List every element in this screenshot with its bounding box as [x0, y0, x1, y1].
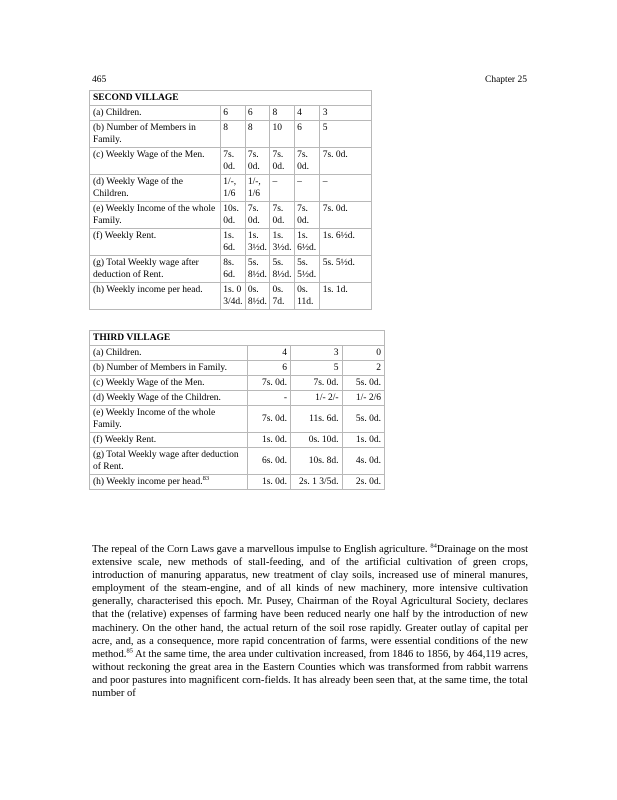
table-cell: 7s. 0d.: [295, 148, 320, 175]
table-cell: 5: [319, 121, 371, 148]
row-label-text: (h) Weekly income per head.: [93, 477, 203, 487]
table-cell: 10: [270, 121, 295, 148]
row-label: (a) Children.: [90, 346, 248, 361]
table-cell: 1s. 6½d.: [319, 229, 371, 256]
table-cell: 1s. 0 3/4d.: [221, 283, 246, 310]
page-number: 465: [92, 75, 107, 85]
table-cell: 10s. 0d.: [221, 202, 246, 229]
table-row: [90, 121, 372, 148]
row-label: (g) Total Weekly wage after deduction of Rent.: [90, 448, 248, 475]
row-label: (c) Weekly Wage of the Men.: [90, 376, 248, 391]
second-village-table: [89, 90, 372, 310]
table-cell: -: [247, 391, 290, 406]
table-cell: 0s. 8½d.: [245, 283, 270, 310]
table-cell: 1s. 3½d.: [270, 229, 295, 256]
table-cell: 6: [295, 121, 320, 148]
table-cell: 4s. 0d.: [342, 448, 384, 475]
table-title: THIRD VILLAGE: [90, 331, 385, 346]
table-cell: –: [295, 175, 320, 202]
table-cell: 7s. 0d.: [247, 376, 290, 391]
table-title: SECOND VILLAGE: [90, 91, 372, 106]
table-cell: 7s. 0d.: [291, 376, 343, 391]
paragraph-text: Drainage on the most extensive scale, new methods of stall-feeding, and of the artificial cultivation of green crops, introduction of manuring apparatus, new treatment of clay soils, increased use of mineral manures, employment of the steam-engine, and of all kinds of new machinery, more intensive cultivation generally, characterised this epoch. Mr. Pusey, Chairman of the Royal Agricultural Society, declares that the (relative) expenses of farming have been reduced nearly one half by the introduction of new machinery. On the other hand, the actual return of the soil rose rapidly. Greater outlay of capital per acre, and, as a consequence, more rapid concentration of farms, were essential conditions of the new method.: [92, 544, 529, 660]
row-label: (d) Weekly Wage of the Children.: [90, 175, 221, 202]
table-row: [90, 406, 385, 433]
table-cell: 7s. 0d.: [245, 202, 270, 229]
table-cell: 11s. 6d.: [291, 406, 343, 433]
table-cell: 8: [245, 121, 270, 148]
table-row: [90, 433, 385, 448]
row-label: (b) Number of Members in Family.: [90, 121, 221, 148]
row-label: (b) Number of Members in Family.: [90, 361, 248, 376]
table-cell: 2: [342, 361, 384, 376]
table-row: [90, 229, 372, 256]
table-cell: 2s. 1 3/5d.: [291, 475, 343, 490]
table-cell: 6s. 0d.: [247, 448, 290, 475]
table-cell: 1s. 0d.: [247, 433, 290, 448]
body-paragraph: [92, 543, 528, 700]
table-cell: 6: [245, 106, 270, 121]
table-row: [90, 475, 385, 490]
table-cell: 3: [319, 106, 371, 121]
third-village-table: [89, 330, 385, 490]
table-cell: 6: [221, 106, 246, 121]
paragraph-text: At the same time, the area under cultivation increased, from 1846 to 1856, by 464,119 acres, without reckoning the great area in the Eastern Counties which was transformed from rabbit warrens and poor pastures into magnificent corn-fields. It has already been seen that, at the same time, the total number of: [92, 648, 528, 700]
row-label: (e) Weekly Income of the whole Family.: [90, 202, 221, 229]
table-cell: –: [319, 175, 371, 202]
table-cell: 2s. 0d.: [342, 475, 384, 490]
table-cell: 1s. 1d.: [319, 283, 371, 310]
row-label: (h) Weekly income per head.: [90, 283, 221, 310]
table-cell: 5s. 0d.: [342, 406, 384, 433]
paragraph-text: The repeal of the Corn Laws gave a marvellous impulse to English agriculture.: [92, 544, 428, 555]
table-row: [90, 202, 372, 229]
table-row: [90, 448, 385, 475]
footnote-ref: 83: [202, 474, 210, 482]
table-cell: 0s. 11d.: [295, 283, 320, 310]
table-cell: 1s. 0d.: [247, 475, 290, 490]
table-cell: 1/-, 1/6: [221, 175, 246, 202]
table-cell: 7s. 0d.: [245, 148, 270, 175]
table-cell: 1/-, 1/6: [245, 175, 270, 202]
table-cell: 7s. 0d.: [247, 406, 290, 433]
table-cell: 5s. 8½d.: [270, 256, 295, 283]
footnote-ref: 84: [430, 542, 437, 550]
table-cell: 7s. 0d.: [295, 202, 320, 229]
table-cell: 5s. 5½d.: [319, 256, 371, 283]
table-row: [90, 175, 372, 202]
row-label: (e) Weekly Income of the whole Family.: [90, 406, 248, 433]
table-cell: 8: [221, 121, 246, 148]
table-cell: 4: [247, 346, 290, 361]
table-cell: 1/- 2/-: [291, 391, 343, 406]
table-cell: 1s. 0d.: [342, 433, 384, 448]
table-cell: 0s. 7d.: [270, 283, 295, 310]
table-cell: 7s. 0d.: [270, 148, 295, 175]
chapter-header: Chapter 25: [485, 75, 527, 85]
row-label: (a) Children.: [90, 106, 221, 121]
row-label: [90, 475, 248, 490]
row-label: (c) Weekly Wage of the Men.: [90, 148, 221, 175]
table-row: [90, 346, 385, 361]
table-cell: 7s. 0d.: [319, 202, 371, 229]
table-cell: 0: [342, 346, 384, 361]
table-cell: 4: [295, 106, 320, 121]
table-cell: 8: [270, 106, 295, 121]
table-cell: 0s. 10d.: [291, 433, 343, 448]
footnote-ref: 85: [126, 647, 133, 655]
table-cell: –: [270, 175, 295, 202]
row-label: (g) Total Weekly wage after deduction of Rent.: [90, 256, 221, 283]
table-cell: 1s. 6½d.: [295, 229, 320, 256]
table-cell: 1s. 6d.: [221, 229, 246, 256]
table-cell: 5: [291, 361, 343, 376]
table-cell: 5s. 8½d.: [245, 256, 270, 283]
row-label: (d) Weekly Wage of the Children.: [90, 391, 248, 406]
table-cell: 8s. 6d.: [221, 256, 246, 283]
table-row: [90, 256, 372, 283]
table-row: [90, 148, 372, 175]
table-cell: 5s. 0d.: [342, 376, 384, 391]
row-label: (f) Weekly Rent.: [90, 229, 221, 256]
table-cell: 7s. 0d.: [270, 202, 295, 229]
table-row: [90, 283, 372, 310]
table-cell: 10s. 8d.: [291, 448, 343, 475]
table-row: [90, 391, 385, 406]
table-row: [90, 106, 372, 121]
table-cell: 1s. 3½d.: [245, 229, 270, 256]
table-cell: 7s. 0d.: [221, 148, 246, 175]
table-row: [90, 376, 385, 391]
table-cell: 6: [247, 361, 290, 376]
table-row: [90, 361, 385, 376]
table-cell: 5s. 5½d.: [295, 256, 320, 283]
table-cell: 7s. 0d.: [319, 148, 371, 175]
row-label: (f) Weekly Rent.: [90, 433, 248, 448]
table-cell: 1/- 2/6: [342, 391, 384, 406]
table-cell: 3: [291, 346, 343, 361]
